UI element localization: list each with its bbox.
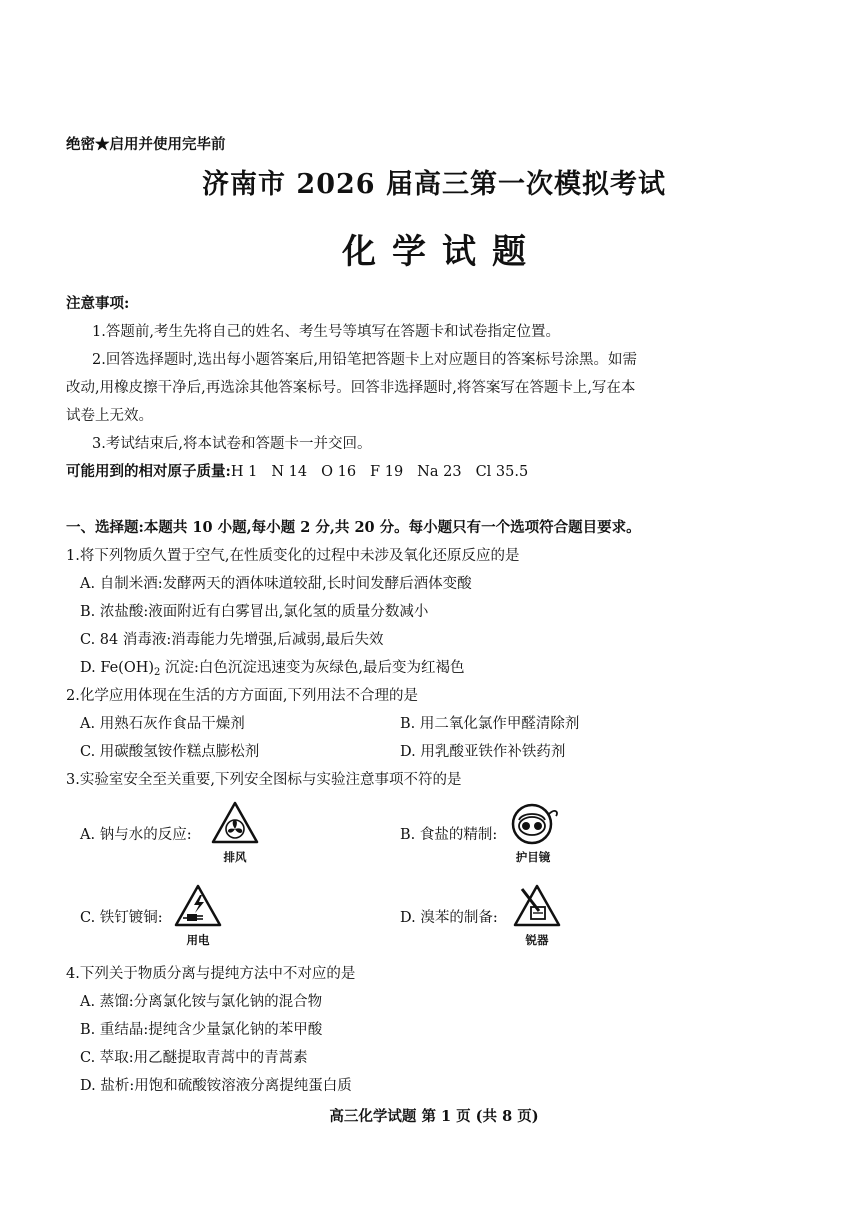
q2-option-b: B. 用二氧化氯作甲醛清除剂 xyxy=(400,716,580,732)
exhaust-icon-label: 排风 xyxy=(223,850,247,864)
q2-option-a: A. 用熟石灰作食品干燥剂 xyxy=(80,716,245,732)
q1-option-c: C. 84 消毒液:消毒能力先增强,后减弱,最后失效 xyxy=(80,632,384,648)
q4-stem: 4.下列关于物质分离与提纯方法中不对应的是 xyxy=(66,966,356,982)
q1-option-d-text: 沉淀:白色沉淀迅速变为灰绿色,最后变为红褐色 xyxy=(160,660,465,676)
note-item-3: 3.考试结束后,将本试卷和答题卡一并交回。 xyxy=(92,436,372,452)
q4-option-b: B. 重结晶:提纯含少量氯化钠的苯甲酸 xyxy=(80,1022,323,1038)
q3-option-b: B. 食盐的精制: xyxy=(400,827,498,843)
mass-cl: Cl 35.5 xyxy=(475,464,529,480)
q1-option-a: A. 自制米酒:发酵两天的酒体味道较甜,长时间发酵后酒体变酸 xyxy=(80,576,472,592)
goggles-icon-label: 护目镜 xyxy=(515,850,551,864)
exam-title: 济南市 2026 届高三第一次模拟考试 xyxy=(202,169,666,200)
q3-stem: 3.实验室安全至关重要,下列安全图标与实验注意事项不符的是 xyxy=(66,772,462,788)
q1-option-d-formula: D. Fe(OH) xyxy=(80,660,155,676)
q1-option-d xyxy=(80,656,465,678)
mass-f: F 19 xyxy=(370,464,404,480)
atomic-masses-label: 可能用到的相对原子质量: xyxy=(66,463,231,480)
q1-option-d-subscript: 2 xyxy=(154,667,161,678)
q3-option-d: D. 溴苯的制备: xyxy=(400,910,498,926)
q1-option-b: B. 浓盐酸:液面附近有白雾冒出,氯化氢的质量分数减小 xyxy=(80,604,429,620)
note-item-2-line-2: 改动,用橡皮擦干净后,再选涂其他答案标号。回答非选择题时,将答案写在答题卡上,写在本 xyxy=(66,380,636,396)
subject-title: 化学试题 xyxy=(342,232,542,272)
sharp-object-icon xyxy=(512,883,562,929)
q2-option-d: D. 用乳酸亚铁作补铁药剂 xyxy=(400,744,566,760)
notes-heading: 注意事项: xyxy=(66,295,130,312)
atomic-masses xyxy=(66,460,542,481)
note-item-1: 1.答题前,考生先将自己的姓名、考生号等填写在答题卡和试卷指定位置。 xyxy=(92,324,560,340)
goggles-icon xyxy=(507,800,559,846)
electricity-icon xyxy=(173,883,223,929)
q4-option-d: D. 盐析:用饱和硫酸铵溶液分离提纯蛋白质 xyxy=(80,1078,352,1094)
page-footer: 高三化学试题 第 1 页 (共 8 页) xyxy=(329,1108,539,1125)
mass-na: Na 23 xyxy=(417,464,462,480)
mass-o: O 16 xyxy=(321,464,357,480)
q4-option-a: A. 蒸馏:分离氯化铵与氯化钠的混合物 xyxy=(80,994,323,1010)
q4-option-c: C. 萃取:用乙醚提取青蒿中的青蒿素 xyxy=(80,1050,308,1066)
sharp-object-icon-label: 锐器 xyxy=(525,933,549,947)
exhaust-fan-icon xyxy=(210,800,260,846)
note-item-2-line-1: 2.回答选择题时,选出每小题答案后,用铅笔把答题卡上对应题目的答案标号涂黑。如需 xyxy=(92,352,638,368)
q2-stem: 2.化学应用体现在生活的方方面面,下列用法不合理的是 xyxy=(66,688,418,704)
q3-option-c: C. 铁钉镀铜: xyxy=(80,910,163,926)
electricity-icon-label: 用电 xyxy=(186,933,210,947)
q3-option-a: A. 钠与水的反应: xyxy=(80,827,192,843)
q1-stem: 1.将下列物质久置于空气,在性质变化的过程中未涉及氧化还原反应的是 xyxy=(66,548,520,564)
section-1-heading: 一、选择题:本题共 10 小题,每小题 2 分,共 20 分。每小题只有一个选项符合题目要求。 xyxy=(66,519,641,536)
mass-h: H 1 xyxy=(230,464,258,480)
note-item-2-line-3: 试卷上无效。 xyxy=(66,408,153,424)
mass-n: N 14 xyxy=(271,464,308,480)
q2-option-c: C. 用碳酸氢铵作糕点膨松剂 xyxy=(80,744,260,760)
confidential-mark: 绝密★启用并使用完毕前 xyxy=(66,136,226,153)
